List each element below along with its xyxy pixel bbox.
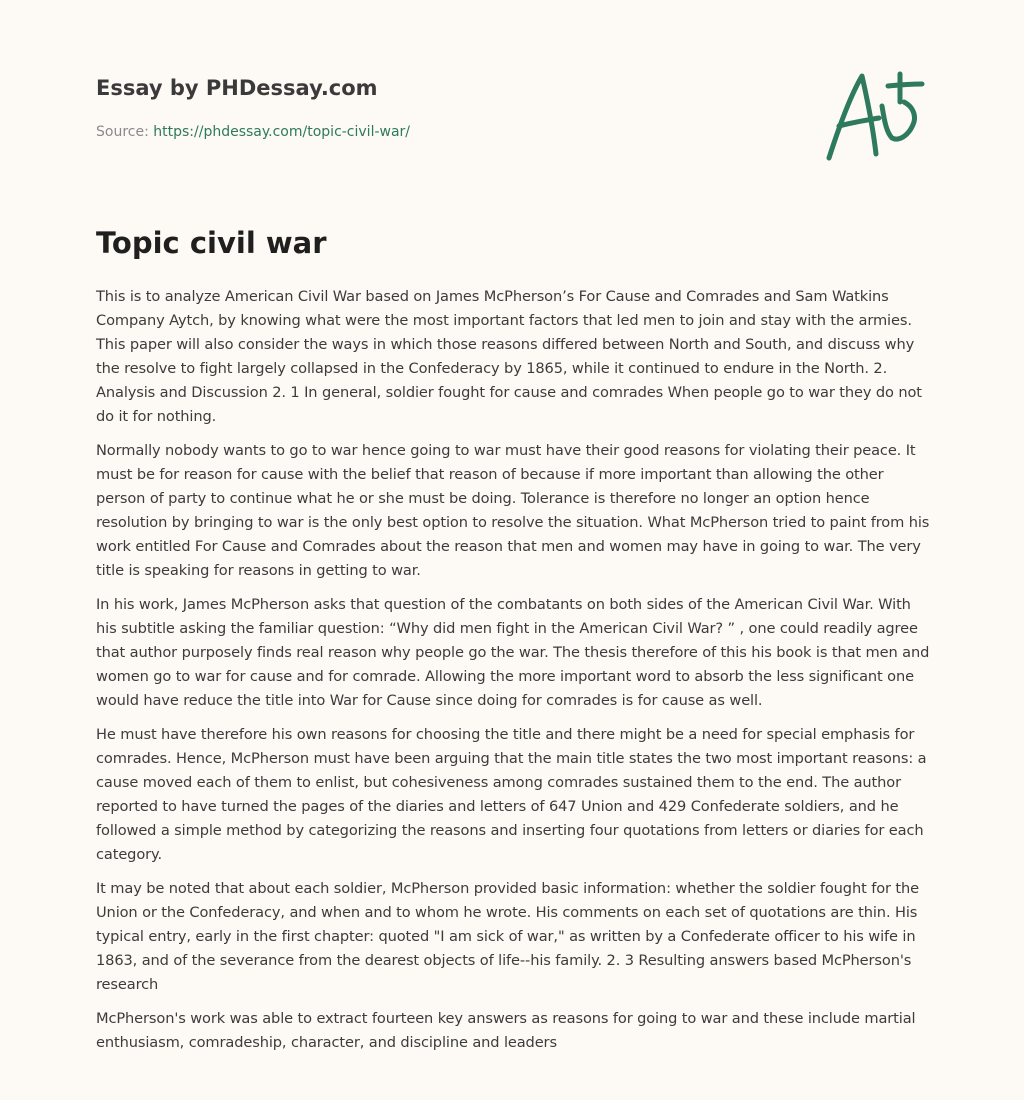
essay-paragraph: He must have therefore his own reasons for choosing the title and there might be a need for special emphasis for comrades. Hence, McPherson must have been arguing that the main title states the two most important reasons: a cause moved each of them to enlist, but cohesiveness among comrades sustained them to the end. The author reported to have turned the pages of the diaries and letters of 647 Union and 429 Confederate soldiers, and he followed a simple method by categorizing the reasons and inserting four quotations from letters or diaries for each category. [96,726,927,863]
source-link[interactable]: https://phdessay.com/topic-civil-war/ [153,124,411,140]
site-title: Essay by PHDessay.com [96,76,378,100]
essay-title: Topic civil war [96,226,327,260]
essay-body [96,285,932,1065]
essay-paragraph: McPherson's work was able to extract fourteen key answers as reasons for going to war and these include martial enthusiasm, comradeship, character, and discipline and leaders [96,1010,916,1051]
source-label: Source: [96,124,149,140]
essay-paragraph: Normally nobody wants to go to war hence going to war must have their good reasons for violating their peace. It must be for reason for cause with the belief that reason of because if more important than allowing the other person of party to continue what he or she must be doing. Tolerance is therefore no longer an option hence resolution by bringing to war is the only best option to resolve the situation. What McPherson tried to paint from his work entitled For Cause and Comrades about the reason that men and women may have in going to war. The very title is speaking for reasons in getting to war. [96,442,930,579]
essay-paragraph: In his work, James McPherson asks that question of the combatants on both sides of the American Civil War. With his subtitle asking the familiar question: “Why did men fight in the American Civil War? ” , one could readily agree that author purposely finds real reason why people go the war. The thesis therefore of this his book is that men and women go to war for cause and for comrade. Allowing the more important word to absorb the less significant one would have reduce the title into War for Cause since doing for comrades is for cause as well. [96,596,930,709]
essay-paragraph: This is to analyze American Civil War based on James McPherson’s For Cause and Comrades and Sam Watkins Company Aytch, by knowing what were the most important factors that led men to join and stay with the armies. This paper will also consider the ways in which those reasons differed between North and South, and discuss why the resolve to fight largely collapsed in the Confederacy by 1865, while it continued to endure in the North. 2. Analysis and Discussion 2. 1 In general, soldier fought for cause and comrades When people go to war they do not do it for nothing. [96,288,922,425]
source-line [96,124,410,140]
essay-paragraph: It may be noted that about each soldier, McPherson provided basic information: whether the soldier fought for the Union or the Confederacy, and when and to whom he wrote. His comments on each set of quotations are thin. His typical entry, early in the first chapter: quoted "I am sick of war," as written by a Confederate officer to his wife in 1863, and of the severance from the dearest objects of life--his family. 2. 3 Resulting answers based McPherson's research [96,880,920,993]
a-plus-logo-icon [824,66,926,166]
